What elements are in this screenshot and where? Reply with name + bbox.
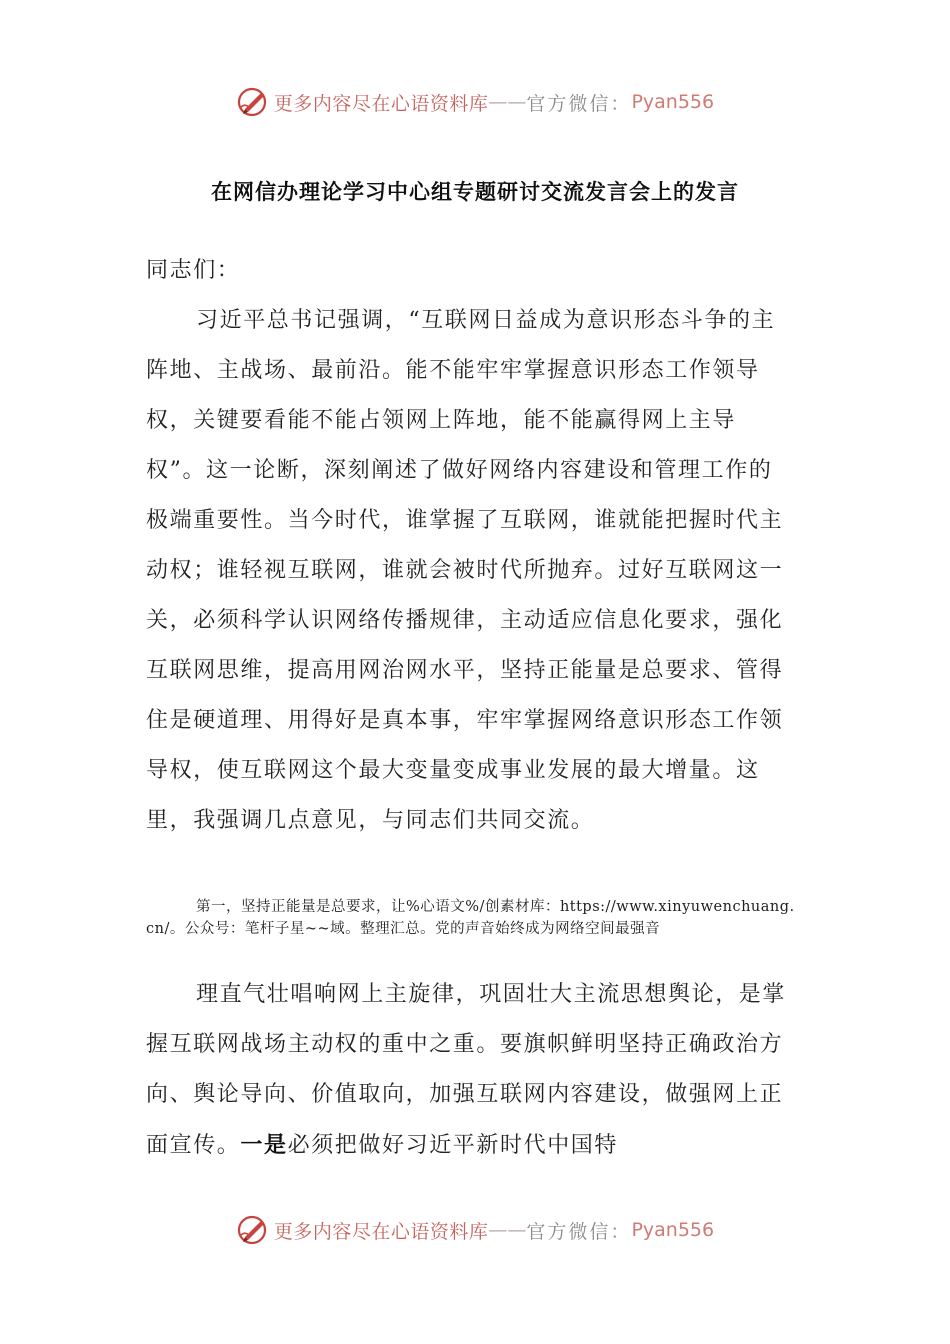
paragraph-2 xyxy=(146,970,796,1171)
header-banner xyxy=(0,82,950,122)
paragraph-2-text-b: 必须把做好习近平新时代中国特 xyxy=(287,1133,619,1158)
banner-wechat-id: Pyan556 xyxy=(631,1219,715,1241)
banner-dash: —— xyxy=(488,1219,527,1241)
document-title: 在网信办理论学习中心组专题研讨交流发言会上的发言 xyxy=(211,179,739,204)
paragraph-2-text-a: 理直气壮唱响网上主旋律，巩固壮大主流思想舆论，是掌握互联网战场主动权的重中之重。要旗帜鲜明坚持正确政治方向、舆论导向、价值取向，加强互联网内容建设，做强网上正面宣传。 xyxy=(146,982,787,1158)
banner-wechat-label: 官方微信： xyxy=(526,92,632,115)
banner-wechat-label: 官方微信： xyxy=(526,1220,632,1243)
banner-red-text: 更多内容尽在心语资料库 xyxy=(273,92,489,115)
pen-logo-icon xyxy=(236,1213,270,1247)
banner-dash: —— xyxy=(488,91,527,113)
footer-banner xyxy=(0,1210,950,1250)
pen-logo-icon xyxy=(236,85,270,119)
salutation: 同志们： xyxy=(146,258,241,283)
section-heading-note: 第一，坚持正能量是总要求，让%心语文%/创素材库：https://www.xinyuwenchuang.cn/。公众号：笔杆子星~~域。整理汇总。党的声音始终成为网络空间最强音 xyxy=(146,899,795,937)
paragraph-1: 习近平总书记强调，“互联网日益成为意识形态斗争的主阵地、主战场、最前沿。能不能牢牢掌握意识形态工作领导权，关键要看能不能占领网上阵地，能不能赢得网上主导权”。这一论断，深刻阐述了做好网络内容建设和管理工作的极端重要性。当今时代，谁掌握了互联网，谁就能把握时代主动权；谁轻视互联网，谁就会被时代所抛弃。过好互联网这一关，必须科学认识网络传播规律，主动适应信息化要求，强化互联网思维，提高用网治网水平，坚持正能量是总要求、管得住是硬道理、用得好是真本事，牢牢掌握网络意识形态工作领导权，使互联网这个最大变量变成事业发展的最大增量。这里，我强调几点意见，与同志们共同交流。 xyxy=(146,308,784,833)
banner-wechat-id: Pyan556 xyxy=(631,91,715,113)
paragraph-2-bold: 一是 xyxy=(240,1132,288,1158)
banner-red-text: 更多内容尽在心语资料库 xyxy=(273,1220,489,1243)
